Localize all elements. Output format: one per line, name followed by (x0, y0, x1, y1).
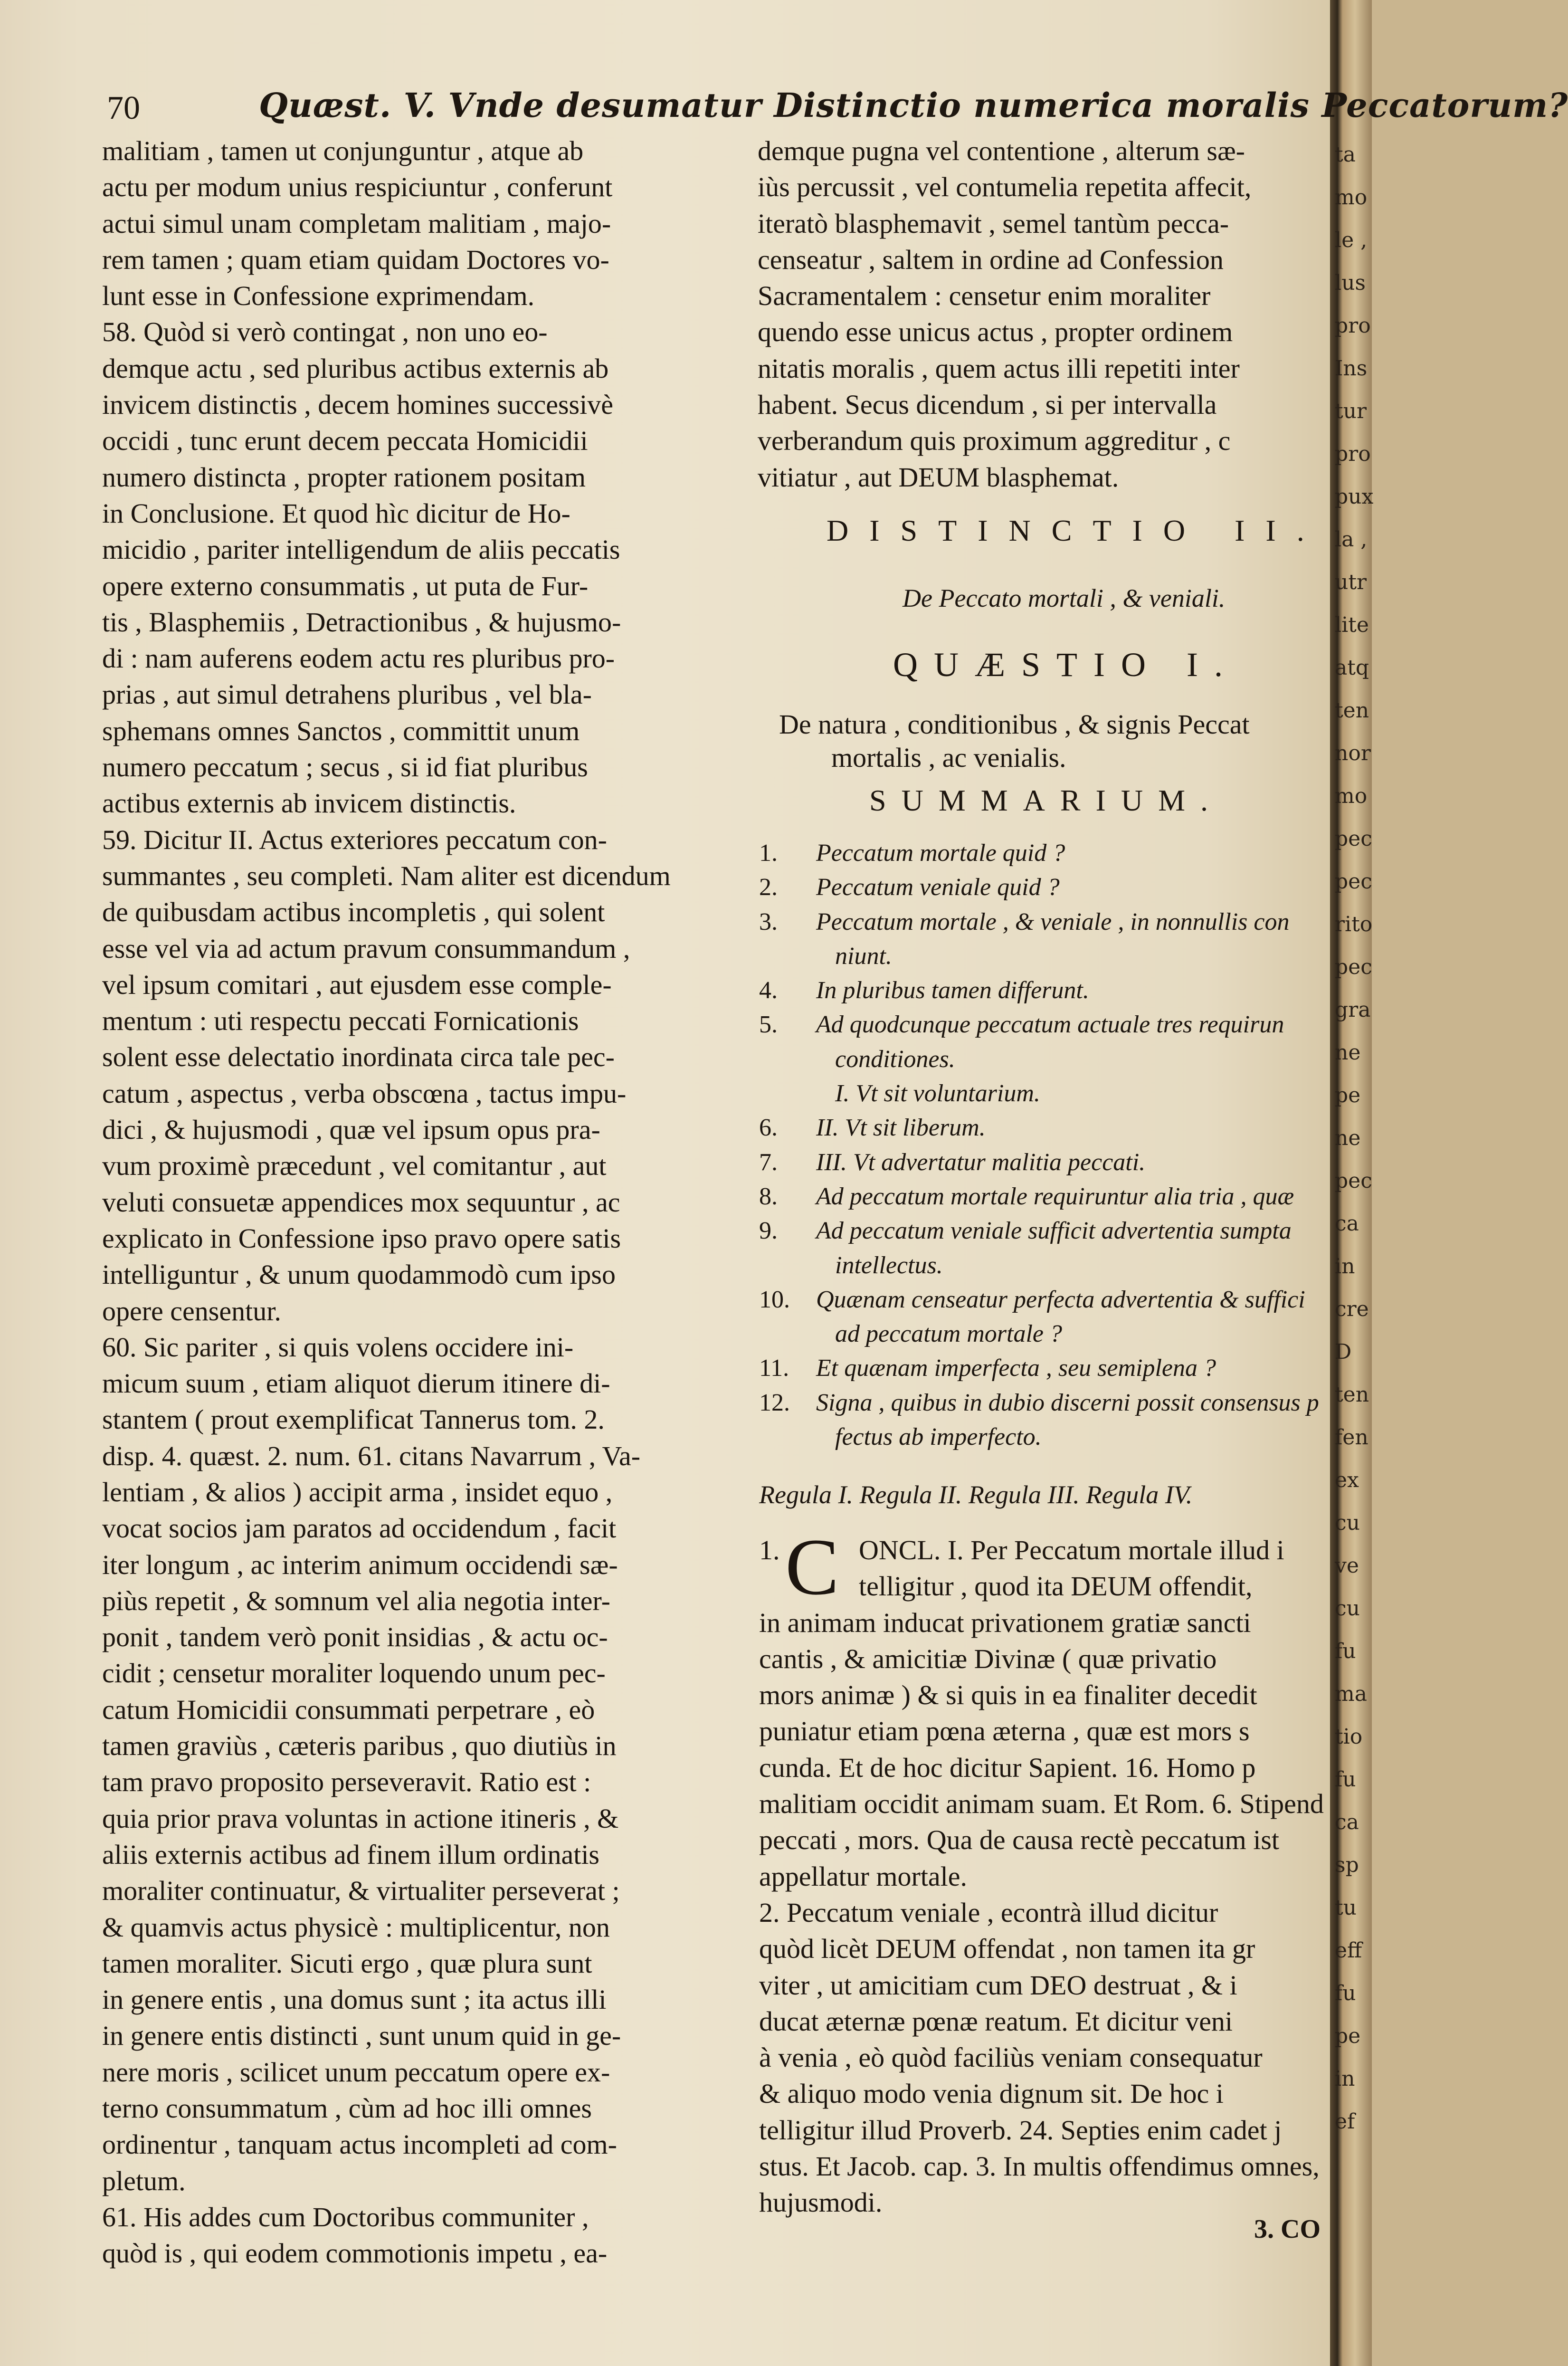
conclusio-line: peccati , mors. Qua de causa rectè peccatum ist (759, 1824, 1280, 1856)
regulae-line: Regula I. Regula II. Regula III. Regula IV. (759, 1480, 1193, 1509)
summarium-item (759, 1077, 1334, 1111)
summarium-list (759, 836, 1334, 1454)
text-line: catum , aspectus , verba obscœna , tactus impu- (102, 1078, 627, 1109)
summarium-text: Ad peccatum veniale sufficit advertentia sumpta (816, 1217, 1292, 1245)
text-line: rem tamen ; quam etiam quidam Doctores vo- (102, 244, 609, 275)
text-line: nitatis moralis , quem actus illi repetiti inter (758, 353, 1240, 384)
summarium-number: 11. (759, 1355, 789, 1382)
text-line: moraliter continuatur, & virtualiter perseverat ; (102, 1875, 620, 1907)
edge-text-fragment: ef (1335, 2109, 1355, 2134)
summarium-text: Quænam censeatur perfecta advertentia & suffici (816, 1286, 1305, 1313)
summarium-number: 9. (759, 1217, 778, 1245)
text-line: piùs repetit , & somnum vel alia negotia inter- (102, 1585, 610, 1616)
edge-text-fragment: ca (1335, 1810, 1359, 1834)
text-line: numero peccatum ; secus , si id fiat pluribus (102, 752, 588, 783)
text-line: de quibusdam actibus incompletis , qui solent (102, 897, 605, 928)
edge-text-fragment: in (1335, 1254, 1355, 1278)
quaestio-title: QUÆSTIO I. (893, 646, 1239, 684)
text-line: in genere entis , una domus sunt ; ita actus illi (102, 1984, 607, 2015)
distinctio-title: DISTINCTIO II. (827, 514, 1325, 547)
summarium-item (759, 870, 1334, 905)
text-line: di : nam auferens eodem actu res pluribus pro- (102, 643, 615, 674)
conclusio-line: appellatur mortale. (759, 1860, 968, 1892)
edge-text-fragment: eff (1335, 1938, 1362, 1963)
text-line: & quamvis actus physicè : multiplicentur, non (102, 1911, 610, 1943)
summarium-item (759, 836, 1334, 870)
conclusio-number: 1. (759, 1535, 780, 1565)
summarium-item (759, 1420, 1334, 1454)
summarium-text: Ad quodcunque peccatum actuale tres requirun (816, 1011, 1284, 1039)
summarium-text: III. Vt advertatur malitia peccati. (816, 1148, 1146, 1176)
text-line: quendo esse unicus actus , propter ordinem (758, 316, 1233, 348)
text-line: catum Homicidii consummati perpetrare , eò (102, 1694, 595, 1725)
conclusio-line: cantis , & amicitiæ Divinæ ( quæ privatio (759, 1643, 1217, 1674)
text-line: solent esse delectatio inordinata circa tale pec- (102, 1041, 615, 1073)
conclusio-line: stus. Et Jacob. cap. 3. In multis offendimus omnes, (759, 2151, 1320, 2182)
edge-text-fragment: pe (1335, 2024, 1361, 2048)
text-line: occidi , tunc erunt decem peccata Homicidii (102, 425, 588, 457)
edge-text-fragment: pec (1335, 827, 1372, 851)
edge-text-fragment: ma (1335, 1682, 1367, 1706)
summarium-item (759, 939, 1334, 973)
conclusio-line: mors animæ ) & si quis in ea finaliter decedit (759, 1679, 1257, 1711)
text-line: vel ipsum comitari , aut ejusdem esse comple- (102, 969, 612, 1000)
edge-text-fragment: pe (1335, 1083, 1361, 1107)
quaestio-description-line: De natura , conditionibus , & signis Peccat (779, 709, 1250, 740)
summarium-number: 6. (759, 1114, 778, 1142)
text-line: vum proximè præcedunt , vel comitantur , aut (102, 1150, 607, 1182)
summarium-number: 12. (759, 1389, 790, 1416)
edge-text-fragment: ne (1335, 1040, 1361, 1065)
page-header (107, 86, 1568, 128)
summarium-number: 4. (759, 977, 778, 1004)
summarium-text: Peccatum mortale , & veniale , in nonnullis con (816, 908, 1290, 935)
catchword: 3. CO (1254, 2214, 1321, 2244)
text-line: invicem distinctis , decem homines successivè (102, 389, 613, 420)
text-line: iùs percussit , vel contumelia repetita affecit, (758, 172, 1252, 203)
edge-text-fragment: ex (1335, 1468, 1359, 1492)
text-line: habent. Secus dicendum , si per intervalla (758, 389, 1217, 420)
text-line: vitiatur , aut DEUM blasphemat. (758, 461, 1119, 493)
conclusio-line: à venia , eò quòd faciliùs veniam consequatur (759, 2042, 1263, 2073)
summarium-text: I. Vt sit voluntarium. (835, 1080, 1040, 1107)
summarium-text: ad peccatum mortale ? (835, 1320, 1063, 1348)
edge-text-fragment: ne (1335, 1126, 1361, 1150)
edge-text-fragment: cu (1335, 1511, 1360, 1535)
text-line: 58. Quòd si verò contingat , non uno eo- (102, 316, 548, 348)
summarium-item (759, 1008, 1334, 1042)
text-line: tam pravo proposito perseveravit. Ratio est : (102, 1766, 591, 1798)
conclusio-line: malitiam occidit animam suam. Et Rom. 6. Stipend (759, 1788, 1324, 1820)
text-line: nere moris , scilicet unum peccatum opere ex- (102, 2056, 610, 2088)
conclusio-line: telligitur illud Proverb. 24. Septies enim cadet j (759, 2114, 1282, 2146)
summarium-text: niunt. (835, 942, 892, 970)
summarium-text: Peccatum veniale quid ? (816, 874, 1060, 901)
text-line: mentum : uti respectu peccati Fornicationis (102, 1005, 579, 1037)
summarium-title: SUMMARIUM. (869, 783, 1223, 817)
text-line: micum suum , etiam aliquot dierum itinere di- (102, 1368, 610, 1399)
summarium-item (759, 1317, 1334, 1351)
text-line: numero distincta , propter rationem positam (102, 461, 586, 493)
summarium-item (759, 1214, 1334, 1248)
text-line: iteratò blasphemavit , semel tantùm pecca- (758, 208, 1229, 239)
summarium-number: 10. (759, 1286, 790, 1313)
text-line: cidit ; censetur moraliter loquendo unum pec- (102, 1658, 606, 1689)
conclusio-line: puniatur etiam pœna æterna , quæ est mors s (759, 1716, 1250, 1747)
text-line: dici , & hujusmodi , quæ vel ipsum opus pra- (102, 1114, 600, 1145)
text-line: demque pugna vel contentione , alterum sæ- (758, 135, 1245, 166)
summarium-text: Ad peccatum mortale requiruntur alia tria , quæ (816, 1183, 1294, 1210)
summarium-item (759, 1042, 1334, 1077)
edge-text-fragment: pec (1335, 1169, 1372, 1193)
text-line: prias , aut simul detrahens pluribus , vel bla- (102, 679, 592, 710)
edge-text-fragment: mo (1335, 185, 1368, 210)
right-column-top (758, 133, 1332, 496)
summarium-text: conditiones. (835, 1045, 955, 1073)
summarium-number: 1. (759, 840, 778, 867)
summarium-number: 8. (759, 1183, 778, 1210)
summarium-text: II. Vt sit liberum. (816, 1114, 986, 1142)
conclusio-line: 2. Peccatum veniale , econtrà illud dicitur (759, 1897, 1218, 1928)
text-line: demque actu , sed pluribus actibus externis ab (102, 353, 609, 384)
text-line: Sacramentalem : censetur enim moraliter (758, 280, 1211, 312)
text-line: pletum. (102, 2165, 186, 2196)
edge-text-fragment: ten (1335, 698, 1369, 723)
summarium-item (759, 1283, 1334, 1317)
summarium-text: In pluribus tamen differunt. (816, 977, 1089, 1004)
text-line: intelliguntur , & unum quodammodò cum ipso (102, 1259, 616, 1290)
edge-text-fragment: cu (1335, 1596, 1360, 1621)
edge-text-fragment: ca (1335, 1212, 1359, 1236)
text-line: censeatur , saltem in ordine ad Confession (758, 244, 1224, 275)
edge-text-fragment: tio (1335, 1725, 1363, 1749)
text-line: actui simul unam completam malitiam , majo- (102, 208, 611, 239)
edge-text-fragment: utr (1335, 570, 1367, 594)
summarium-item (759, 1386, 1334, 1420)
quaestio-description-line: mortalis , ac venialis. (831, 742, 1066, 773)
quaestio-description (779, 708, 1332, 774)
conclusio (759, 1522, 1334, 2221)
text-line: quia prior prava voluntas in actione itineris , & (102, 1803, 619, 1834)
summarium-number: 3. (759, 908, 778, 935)
summarium-item (759, 1180, 1334, 1214)
running-title: Quæst. V. Vnde desumatur Distinctio numerica moralis Peccatorum? (259, 86, 1568, 125)
conclusio-line: viter , ut amicitiam cum DEO destruat , & i (759, 1969, 1237, 2001)
text-line: ordinentur , tanquam actus incompleti ad com- (102, 2129, 617, 2160)
text-line: opere externo consummatis , ut puta de Fur- (102, 570, 589, 601)
left-column (102, 133, 736, 2272)
edge-text-fragment: pro (1335, 442, 1371, 466)
edge-text-fragment: rito (1335, 912, 1373, 936)
edge-text-fragment: tu (1335, 1896, 1357, 1920)
summarium-text: Peccatum mortale quid ? (816, 840, 1065, 867)
dropcap: C (785, 1522, 839, 1612)
conclusio-line: quòd licèt DEUM offendat , non tamen ita gr (759, 1933, 1255, 1965)
summarium-item (759, 1249, 1334, 1283)
text-line: malitiam , tamen ut conjunguntur , atque ab (102, 135, 584, 166)
distinctio-subtitle: De Peccato mortali , & veniali. (903, 584, 1226, 612)
summarium-item (759, 1351, 1334, 1385)
conclusio-line: ONCL. I. Per Peccatum mortale illud i (859, 1535, 1284, 1565)
edge-text-fragment: ta (1335, 143, 1356, 167)
text-line: 59. Dicitur II. Actus exteriores peccatum con- (102, 824, 607, 855)
text-line: esse vel via ad actum pravum consummandum , (102, 933, 630, 964)
edge-text-fragment: mo (1335, 784, 1368, 808)
summarium-text: Et quænam imperfecta , seu semiplena ? (816, 1355, 1216, 1382)
edge-text-fragment: ten (1335, 1383, 1369, 1407)
summarium-number: 5. (759, 1011, 778, 1039)
edge-text-fragment: le , (1335, 228, 1368, 252)
edge-text-fragment: nor (1335, 741, 1371, 765)
summarium-text: fectus ab imperfecto. (835, 1423, 1042, 1451)
text-line: micidio , pariter intelligendum de aliis peccatis (102, 534, 620, 565)
edge-text-fragment: fu (1335, 1981, 1356, 2005)
summarium-number: 2. (759, 874, 778, 901)
summarium-item (759, 905, 1334, 939)
edge-text-fragment: pec (1335, 869, 1372, 894)
edge-text-fragment: D (1335, 1340, 1352, 1364)
text-line: explicato in Confessione ipso pravo opere satis (102, 1222, 621, 1254)
summarium-item (759, 973, 1334, 1008)
text-line: verberandum quis proximum aggreditur , c (758, 425, 1231, 457)
text-line: vocat socios jam paratos ad occidendum , facit (102, 1513, 617, 1544)
summarium-item (759, 1145, 1334, 1180)
text-line: veluti consuetæ appendices mox sequuntur , ac (102, 1186, 620, 1218)
text-line: disp. 4. quæst. 2. num. 61. citans Navarrum , Va- (102, 1440, 641, 1471)
text-line: ponit , tandem verò ponit insidias , & actu oc- (102, 1622, 608, 1653)
edge-text-fragment: gra (1335, 998, 1371, 1022)
edge-text-fragment: pec (1335, 955, 1372, 979)
text-line: actibus externis ab invicem distinctis. (102, 788, 516, 819)
text-line: tis , Blasphemiis , Detractionibus , & hujusmo- (102, 606, 621, 638)
conclusio-line: telligitur , quod ita DEUM offendit, (859, 1571, 1253, 1602)
text-line: iter longum , ac interim animum occidendi sæ- (102, 1549, 618, 1580)
text-line: tamen moraliter. Sicuti ergo , quæ plura sunt (102, 1947, 592, 1979)
edge-text-fragment: Ins (1335, 356, 1368, 381)
edge-text-fragment: pro (1335, 314, 1371, 338)
page-number: 70 (107, 90, 140, 126)
conclusio-line: & aliquo modo venia dignum sit. De hoc i (759, 2078, 1224, 2109)
edge-text-fragment: sp (1335, 1853, 1359, 1877)
text-line: opere censentur. (102, 1295, 281, 1326)
summarium-item (759, 1111, 1334, 1145)
edge-text-fragment: lite (1335, 613, 1369, 637)
text-line: lunt esse in Confessione exprimendam. (102, 280, 535, 312)
text-line: actu per modum unius respiciuntur , conferunt (102, 172, 613, 203)
edge-text-fragment: fu (1335, 1767, 1356, 1792)
text-line: 60. Sic pariter , si quis volens occidere ini- (102, 1331, 574, 1363)
text-line: summantes , seu completi. Nam aliter est dicendum (102, 860, 671, 891)
edge-text-fragment: lus (1335, 271, 1366, 295)
summarium-text: intellectus. (835, 1251, 943, 1279)
edge-text-fragment: ve (1335, 1554, 1359, 1578)
edge-text-fragment: tur (1335, 399, 1367, 423)
text-line: stantem ( prout exemplificat Tannerus tom. 2. (102, 1404, 605, 1435)
edge-text-fragment: fen (1335, 1425, 1368, 1450)
edge-text-fragment: in (1335, 2067, 1355, 2091)
summarium-text: Signa , quibus in dubio discerni possit consensus p (816, 1389, 1319, 1416)
text-line: aliis externis actibus ad finem illum ordinatis (102, 1839, 600, 1870)
text-line: in genere entis distincti , sunt unum quid in ge- (102, 2020, 621, 2051)
text-line: sphemans omnes Sanctos , committit unum (102, 715, 580, 746)
text-line: quòd is , qui eodem commotionis impetu , ea- (102, 2238, 608, 2269)
summarium-number: 7. (759, 1148, 778, 1176)
text-line: in Conclusione. Et quod hìc dicitur de Ho- (102, 497, 570, 529)
text-line: tamen graviùs , cæteris paribus , quo diutiùs in (102, 1730, 617, 1762)
conclusio-line: in animam inducat privationem gratiæ sancti (759, 1607, 1251, 1638)
edge-text-fragment: fu (1335, 1639, 1356, 1663)
edge-text-fragment: la , (1335, 527, 1368, 552)
conclusio-line: ducat æternæ pœnæ reatum. Et dicitur veni (759, 2005, 1233, 2037)
conclusio-line: cunda. Et de hoc dicitur Sapient. 16. Homo p (759, 1752, 1256, 1783)
edge-text-fragment: cre (1335, 1297, 1369, 1321)
conclusio-line: hujusmodi. (759, 2187, 883, 2218)
text-line: 61. His addes cum Doctoribus communiter , (102, 2201, 589, 2232)
text-line: terno consummatum , cùm ad hoc illi omnes (102, 2093, 592, 2124)
edge-text-fragment: atq (1335, 656, 1369, 680)
edge-text-fragment: pux (1335, 485, 1374, 509)
next-page-edge (1330, 0, 1372, 2366)
text-line: lentiam , & alios ) accipit arma , insidet equo , (102, 1476, 613, 1507)
